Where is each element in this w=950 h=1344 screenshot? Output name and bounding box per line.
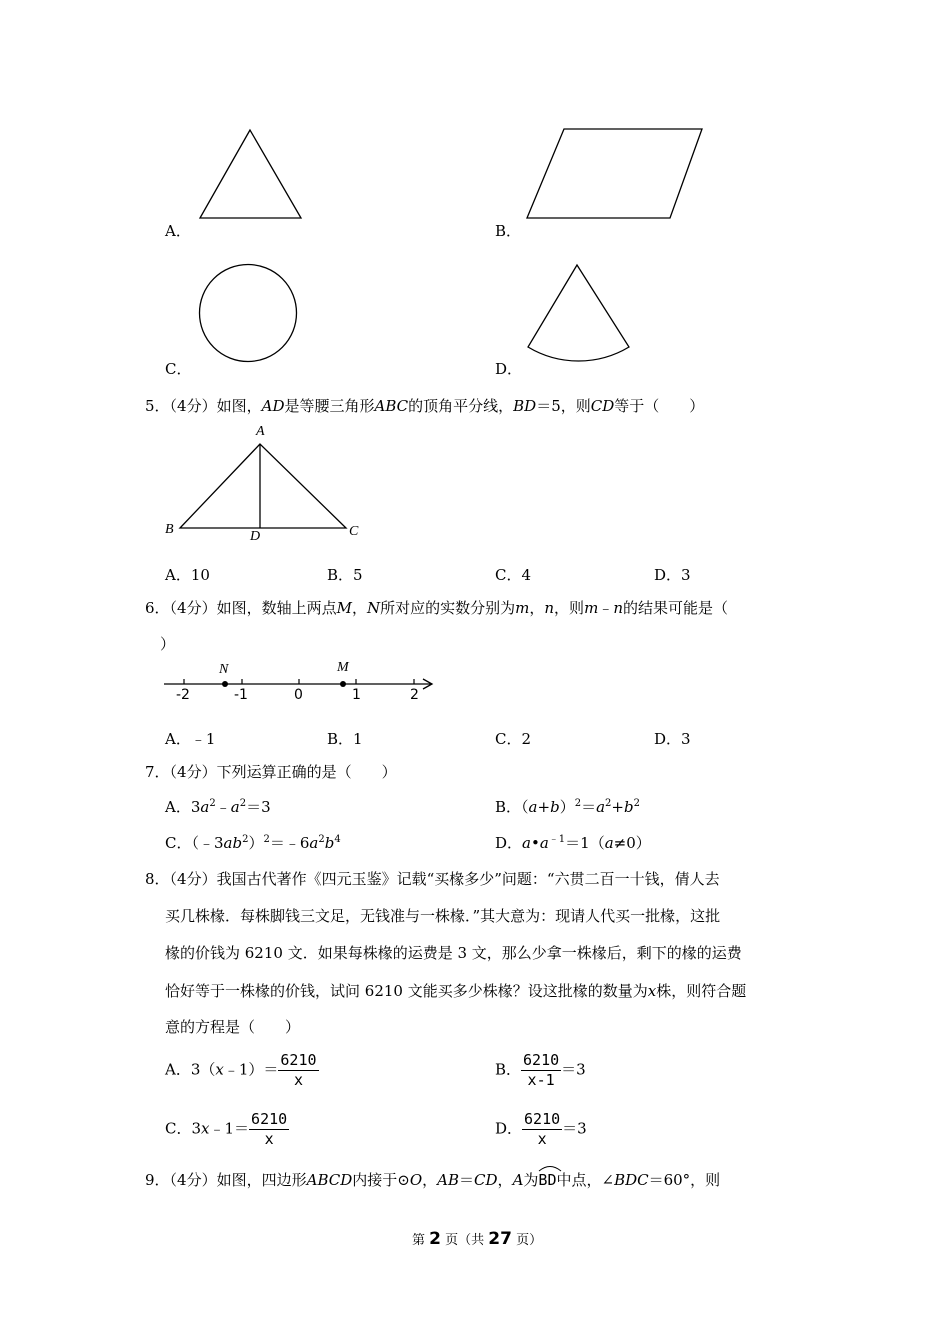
isosceles-triangle-figure bbox=[160, 422, 370, 547]
q8-option-b[interactable]: B． $\frac{6210}{x-1}$ ＝3 bbox=[495, 1051, 586, 1089]
q6-option-b[interactable]: B．1 bbox=[327, 730, 363, 748]
q6-var: n bbox=[613, 599, 623, 617]
q6-text: ，则 bbox=[554, 599, 585, 617]
q6-option-d[interactable]: D．3 bbox=[654, 730, 691, 748]
q9-text: ＝ bbox=[459, 1171, 475, 1189]
arc-symbol-icon bbox=[538, 1164, 562, 1172]
option-label: A． bbox=[165, 1060, 191, 1079]
question-number: 5． bbox=[145, 397, 170, 415]
q5-text: 如图， bbox=[216, 397, 262, 415]
q9-var: CD bbox=[474, 1171, 498, 1189]
q8-stem-line5: 意的方程是（ ） bbox=[165, 1018, 301, 1036]
circle-shape bbox=[200, 265, 297, 362]
q4-option-b[interactable]: B． bbox=[495, 222, 522, 240]
q7-text: 下列运算正确的是（ ） bbox=[216, 763, 397, 781]
q9-text: 中点，∠ bbox=[556, 1171, 615, 1189]
fraction-denominator: x bbox=[264, 1130, 274, 1148]
q6-var: m bbox=[584, 599, 599, 617]
question-score: （4分） bbox=[169, 599, 217, 617]
question-number: 7． bbox=[145, 763, 170, 781]
q9-var: O bbox=[409, 1171, 423, 1189]
q9-stem bbox=[145, 1169, 720, 1190]
triangle-abc bbox=[180, 444, 346, 528]
q8-option-d[interactable]: D． $\frac{6210}{x}$ ＝3 bbox=[495, 1110, 587, 1148]
circle-figure bbox=[195, 262, 301, 366]
q7-stem bbox=[145, 761, 397, 782]
q6-var: n bbox=[544, 599, 555, 617]
q9-var: BDC bbox=[614, 1171, 649, 1189]
fraction-numerator: 6210 bbox=[523, 1051, 560, 1069]
footer-text: 页（共 bbox=[445, 1233, 485, 1248]
q6-var: M bbox=[336, 599, 352, 617]
q5-var: CD bbox=[590, 397, 615, 415]
q5-text: 等于（ ） bbox=[614, 397, 705, 415]
q5-option-c[interactable]: C．4 bbox=[495, 566, 532, 584]
q9-var: AB bbox=[437, 1171, 460, 1189]
q5-var: ABC bbox=[374, 397, 409, 415]
option-label: D． bbox=[495, 1119, 523, 1138]
page-footer bbox=[412, 1229, 542, 1249]
q5-option-a[interactable]: A．10 bbox=[165, 566, 210, 584]
q5-text: ＝5，则 bbox=[536, 397, 591, 415]
q9-text: 如图，四边形 bbox=[216, 1171, 307, 1189]
q6-option-a[interactable]: A．﹣1 bbox=[165, 730, 216, 748]
question-score: （4分） bbox=[169, 397, 217, 415]
q8-stem-line2: 买几株椽．每株脚钱三文足，无钱准与一株椽．”其大意为：现请人代买一批椽，这批 bbox=[165, 907, 721, 925]
q5-text: 是等腰三角形 bbox=[284, 397, 375, 415]
fraction bbox=[249, 1111, 289, 1148]
q8-text: 株，则符合题 bbox=[656, 982, 747, 1000]
sector-shape bbox=[528, 265, 629, 361]
q5-option-b[interactable]: B．5 bbox=[327, 566, 363, 584]
option-label: C． bbox=[165, 1119, 192, 1138]
fraction-numerator: 6210 bbox=[524, 1110, 561, 1128]
triangle-figure bbox=[195, 125, 307, 223]
option-label: A． bbox=[165, 798, 191, 816]
q6-text: ， bbox=[529, 599, 545, 617]
q6-text: 所对应的实数分别为 bbox=[380, 599, 516, 617]
q7-option-b[interactable]: B．$(a+b)^2=a^2+b^2$ bbox=[495, 798, 640, 816]
q5-text: 的顶角平分线， bbox=[408, 397, 514, 415]
q8-stem-line1 bbox=[145, 868, 720, 889]
fraction-numerator: 6210 bbox=[280, 1051, 317, 1069]
q9-text: ， bbox=[497, 1171, 513, 1189]
q7-option-d[interactable]: D．$a•a^{﹣1}=1(a\ne 0)$ bbox=[495, 834, 651, 852]
q8-stem-line3: 椽的价钱为 6210 文．如果每株椽的运费是 3 文，那么少拿一株椽后，剩下的椽的运费 bbox=[165, 944, 742, 962]
option-label: C． bbox=[165, 834, 192, 852]
q6-stem bbox=[145, 597, 728, 618]
question-number: 6． bbox=[145, 599, 170, 617]
fraction-denominator: x-1 bbox=[527, 1071, 555, 1089]
question-score: （4分） bbox=[169, 870, 217, 888]
parallelogram-figure bbox=[522, 125, 707, 223]
tick-label: -1 bbox=[234, 687, 248, 703]
point-b-label: B bbox=[165, 522, 174, 537]
q4-option-a[interactable]: A． bbox=[165, 222, 191, 240]
q9-var: A bbox=[512, 1171, 524, 1189]
tick-label: 1 bbox=[352, 687, 361, 703]
triangle-shape bbox=[200, 130, 301, 218]
q5-var: AD bbox=[261, 397, 285, 415]
q9-text: ， bbox=[422, 1171, 438, 1189]
q6-text: 如图，数轴上两点 bbox=[216, 599, 337, 617]
option-label: B． bbox=[495, 798, 522, 816]
q8-option-c[interactable]: C．3x﹣1＝ $\frac{6210}{x}$ bbox=[165, 1110, 288, 1148]
point-d-label: D bbox=[250, 529, 261, 544]
q6-var: N bbox=[366, 599, 381, 617]
option-label: B． bbox=[495, 1060, 522, 1079]
q4-option-c[interactable]: C． bbox=[165, 360, 192, 378]
tick-label: 0 bbox=[294, 687, 303, 703]
arc-notation bbox=[538, 1171, 556, 1189]
q8-text: 恰好等于一株椽的价钱，试问 6210 文能买多少株椽？设这批椽的数量为 bbox=[165, 982, 648, 1000]
q5-stem bbox=[145, 395, 704, 416]
q6-text: ﹣ bbox=[598, 599, 614, 617]
question-number: 9． bbox=[145, 1171, 170, 1189]
tick-label: -2 bbox=[176, 687, 190, 703]
q7-option-c[interactable]: C．$(﹣3ab^2)^2=﹣6a^2b^4$ bbox=[165, 834, 341, 852]
option-label: D． bbox=[495, 834, 523, 852]
q4-option-d[interactable]: D． bbox=[495, 360, 523, 378]
point-a-label: A bbox=[256, 424, 265, 439]
parallelogram-shape bbox=[527, 129, 702, 218]
fraction-denominator: x bbox=[537, 1130, 547, 1148]
point-n-label: N bbox=[219, 662, 229, 677]
footer-text: 第 bbox=[412, 1233, 426, 1248]
tick-label: 2 bbox=[410, 687, 419, 703]
q8-stem-line4 bbox=[165, 980, 746, 1001]
q8-text: 我国古代著作《四元玉鉴》记载“买椽多少”问题：“六贯二百一十钱，倩人去 bbox=[216, 870, 720, 888]
question-score: （4分） bbox=[169, 763, 217, 781]
point-m-label: M bbox=[337, 660, 349, 675]
fraction-numerator: 6210 bbox=[251, 1110, 288, 1128]
q9-text: 为 bbox=[523, 1171, 539, 1189]
q6-text: ， bbox=[351, 599, 367, 617]
q7-option-a[interactable]: A．$3a^2﹣a^2=3$ bbox=[165, 798, 271, 816]
fraction bbox=[521, 1052, 561, 1089]
q9-var: ABCD bbox=[306, 1171, 353, 1189]
sector-figure bbox=[523, 262, 635, 366]
q6-text: 的结果可能是（ bbox=[622, 599, 728, 617]
point-n bbox=[222, 681, 228, 687]
footer-text: 页） bbox=[516, 1233, 543, 1248]
question-number: 8． bbox=[145, 870, 170, 888]
q6-var: m bbox=[515, 599, 530, 617]
arc-label: BD bbox=[538, 1171, 557, 1189]
q6-stem-line2: ） bbox=[160, 635, 176, 653]
q9-text: ＝60°，则 bbox=[648, 1171, 721, 1189]
fraction bbox=[522, 1111, 562, 1148]
q5-var: BD bbox=[513, 397, 537, 415]
q8-option-a[interactable]: A．3（x﹣1）＝ $\frac{6210}{x}$ bbox=[165, 1051, 317, 1089]
q5-option-d[interactable]: D．3 bbox=[654, 566, 691, 584]
point-c-label: C bbox=[349, 524, 359, 539]
fraction bbox=[278, 1052, 318, 1089]
q6-option-c[interactable]: C．2 bbox=[495, 730, 532, 748]
point-m bbox=[340, 681, 346, 687]
total-pages: 27 bbox=[488, 1229, 512, 1249]
current-page: 2 bbox=[429, 1229, 441, 1249]
q9-text: 内接于⊙ bbox=[352, 1171, 410, 1189]
q8-var: x bbox=[647, 982, 657, 1000]
fraction-denominator: x bbox=[293, 1071, 303, 1089]
question-score: （4分） bbox=[169, 1171, 217, 1189]
